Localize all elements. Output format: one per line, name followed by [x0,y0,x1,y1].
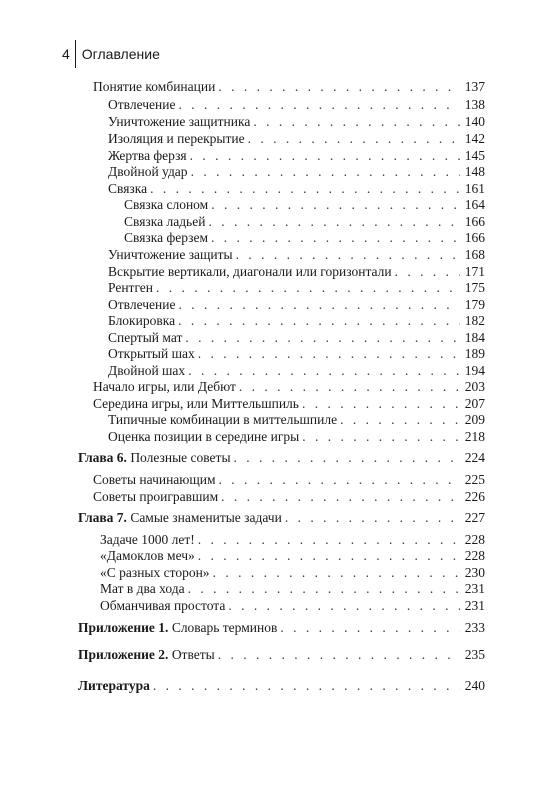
toc-entry [93,378,485,396]
toc-entry [93,471,485,489]
toc-entry-title: Обманчивая простота [100,598,226,613]
toc-chapter-title: Самые знаменитые задачи [130,510,282,525]
toc-entry [124,229,485,247]
toc-entry-title: Двойной шах [108,363,186,378]
toc-entry-title: Уничтожение защитника [108,114,251,129]
toc-entry-page: 228 [464,532,485,547]
leader-dots [302,428,460,446]
toc-entry-title: Связка ферзем [124,230,208,245]
toc-entry-page: 224 [464,450,485,465]
toc-entry [108,113,485,131]
toc-entry [108,411,485,429]
toc-entry-page: 161 [464,181,485,196]
leader-dots [178,312,460,330]
toc-entry [108,428,485,446]
toc-entry [108,163,485,181]
toc-entry [124,196,485,214]
toc-entry-page: 231 [464,581,485,596]
leader-dots [198,345,460,363]
toc-entry-title: Спертый мат [108,330,183,345]
toc-entry-page: 226 [464,489,485,504]
toc-entry [108,246,485,264]
toc-entry-title: Связка [108,181,148,196]
toc-entry-page: 171 [464,264,485,279]
leader-dots [280,619,460,637]
toc-entry-title: Мат в два хода [100,581,185,596]
leader-dots [211,196,460,214]
toc-entry [93,78,485,96]
toc-entry [108,312,485,330]
toc-entry-page: 179 [464,297,485,312]
leader-dots [191,163,460,181]
toc-bibliography-label: Литература [78,678,150,693]
toc-entry-title: Жертва ферзя [108,148,187,163]
toc-entry-page: 148 [464,164,485,179]
toc-entry-title: Отвлечение [108,297,176,312]
toc-chapter [78,449,485,467]
toc-bibliography [78,677,485,695]
leader-dots [178,96,460,114]
leader-dots [188,580,460,598]
toc-appendix-label: Приложение 2. [78,647,169,662]
leader-dots [285,509,460,527]
leader-dots [211,229,460,247]
toc-entry-page: 164 [464,197,485,212]
toc-entry-title: «Дамоклов меч» [100,548,195,563]
toc-entry [100,597,485,615]
toc-entry-page: 182 [464,313,485,328]
toc-appendix-title: Словарь терминов [171,620,278,635]
toc-entry-page: 166 [464,214,485,229]
toc-appendix [78,646,485,664]
toc-entry [100,580,485,598]
toc-entry-page: 209 [464,412,485,427]
toc-entry-title: Советы проигравшим [93,489,219,504]
toc-entry-page: 233 [464,620,485,635]
toc-entry-page: 189 [464,346,485,361]
toc-entry-title: Отвлечение [108,97,176,112]
toc-entry [108,345,485,363]
page-number: 4 [62,46,70,62]
leader-dots [340,411,460,429]
toc-entry-title: Середина игры, или Миттельшпиль [93,396,299,411]
toc-entry [100,547,485,565]
leader-dots [218,646,460,664]
toc-entry [108,130,485,148]
toc-entry-title: Оценка позиции в середине игры [108,429,300,444]
toc-chapter-label: Глава 7. [78,510,127,525]
toc-entry-title: Рентген [108,280,154,295]
toc-entry-page: 145 [464,148,485,163]
leader-dots [234,449,460,467]
toc-entry-page: 175 [464,280,485,295]
toc-entry-title: Блокировка [108,313,176,328]
toc-entry-page: 227 [464,510,485,525]
toc-entry-page: 231 [464,598,485,613]
toc-entry-page: 218 [464,429,485,444]
toc-entry-title: Связка слоном [124,197,209,212]
toc-entry-title: «С разных сторон» [100,565,210,580]
toc-chapter [78,509,485,527]
toc-entry-page: 137 [464,79,485,94]
header-title: Оглавление [81,46,160,62]
toc-appendix-label: Приложение 1. [78,620,169,635]
toc-entry-page: 184 [464,330,485,345]
leader-dots [221,488,460,506]
leader-dots [219,471,460,489]
toc-entry [93,488,485,506]
leader-dots [253,113,460,131]
leader-dots [228,597,460,615]
leader-dots [153,677,460,695]
toc-entry-title: Задаче 1000 лет! [100,532,195,547]
toc-entry-page: 140 [464,114,485,129]
toc-entry-page: 142 [464,131,485,146]
toc-entry-title: Советы начинающим [93,472,216,487]
toc-appendix-title: Ответы [171,647,215,662]
toc-entry-page: 240 [464,678,485,693]
toc-appendix [78,619,485,637]
toc-entry-page: 194 [464,363,485,378]
toc-chapter-title: Полезные советы [130,450,231,465]
leader-dots [248,130,460,148]
toc-entry-page: 203 [464,379,485,394]
toc-entry-title: Связка ладьей [124,214,206,229]
toc-entry-title: Вскрытие вертикали, диагонали или горизонтали [108,264,392,279]
toc-entry-page: 168 [464,247,485,262]
toc-entry-page: 207 [464,396,485,411]
toc-entry-title: Двойной удар [108,164,188,179]
toc-entry-title: Типичные комбинации в миттельшпиле [108,412,338,427]
toc-chapter-label: Глава 6. [78,450,127,465]
toc-entry-page: 166 [464,230,485,245]
toc-entry [108,96,485,114]
leader-dots [218,78,460,96]
toc-entry-title: Уничтожение защиты [108,247,233,262]
toc-entry-title: Понятие комбинации [93,79,216,94]
leader-dots [236,246,460,264]
toc-entry-page: 228 [464,548,485,563]
toc-entry-page: 138 [464,97,485,112]
leader-dots [156,279,460,297]
toc-entry-page: 225 [464,472,485,487]
leader-dots [198,547,460,565]
leader-dots [239,378,460,396]
toc-entry-title: Начало игры, или Дебют [93,379,236,394]
toc-entry-title: Открытый шах [108,346,195,361]
toc-entry-title: Изоляция и перекрытие [108,131,245,146]
toc-entry [108,279,485,297]
toc-entry-page: 235 [464,647,485,662]
toc-entry-page: 230 [464,565,485,580]
